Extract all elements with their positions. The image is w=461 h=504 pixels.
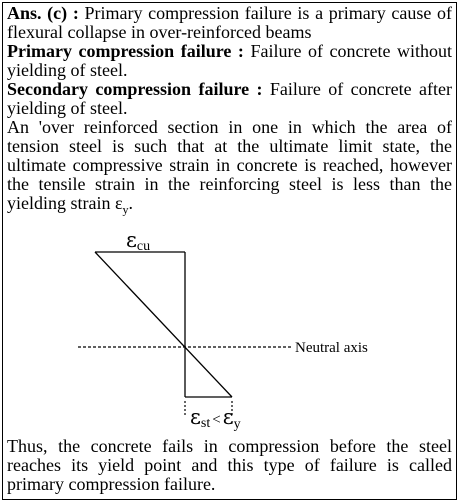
conclusion-text-block	[7, 437, 452, 494]
concrete-strain-label: εcu	[126, 228, 151, 254]
strain-profile-line	[95, 252, 232, 397]
yield-strain-symbol: ε	[114, 193, 123, 213]
primary-failure-text: Failure of concrete without yielding of steel.	[7, 41, 452, 80]
secondary-failure-text: Failure of concrete after yielding of steel.	[7, 79, 452, 118]
answer-label: Ans. (c) :	[7, 3, 79, 23]
neutral-axis-label: Neutral axis	[295, 340, 368, 356]
yield-strain-subscript: y	[122, 202, 129, 217]
over-reinforced-end: .	[128, 193, 134, 213]
primary-failure-term: Primary compression failure :	[7, 41, 244, 61]
answer-text: Primary compression failure is a primary cause of flexural collapse in over-reinforced beams	[7, 3, 452, 42]
conclusion-paragraph: Thus, the concrete fails in compression before the steel reaches its yield point and this type of failure is called primary compression failure.	[7, 436, 452, 494]
steel-strain-label: εst <εy	[190, 405, 241, 432]
secondary-failure-term: Secondary compression failure :	[7, 79, 263, 99]
over-reinforced-text: An 'over reinforced section in one in which the area of tension steel is such that at the ultimate limit state, the ultimate compressive strain in concrete is reached, however the tensile strain in the reinforcing steel is less than the yielding strain	[7, 117, 452, 213]
